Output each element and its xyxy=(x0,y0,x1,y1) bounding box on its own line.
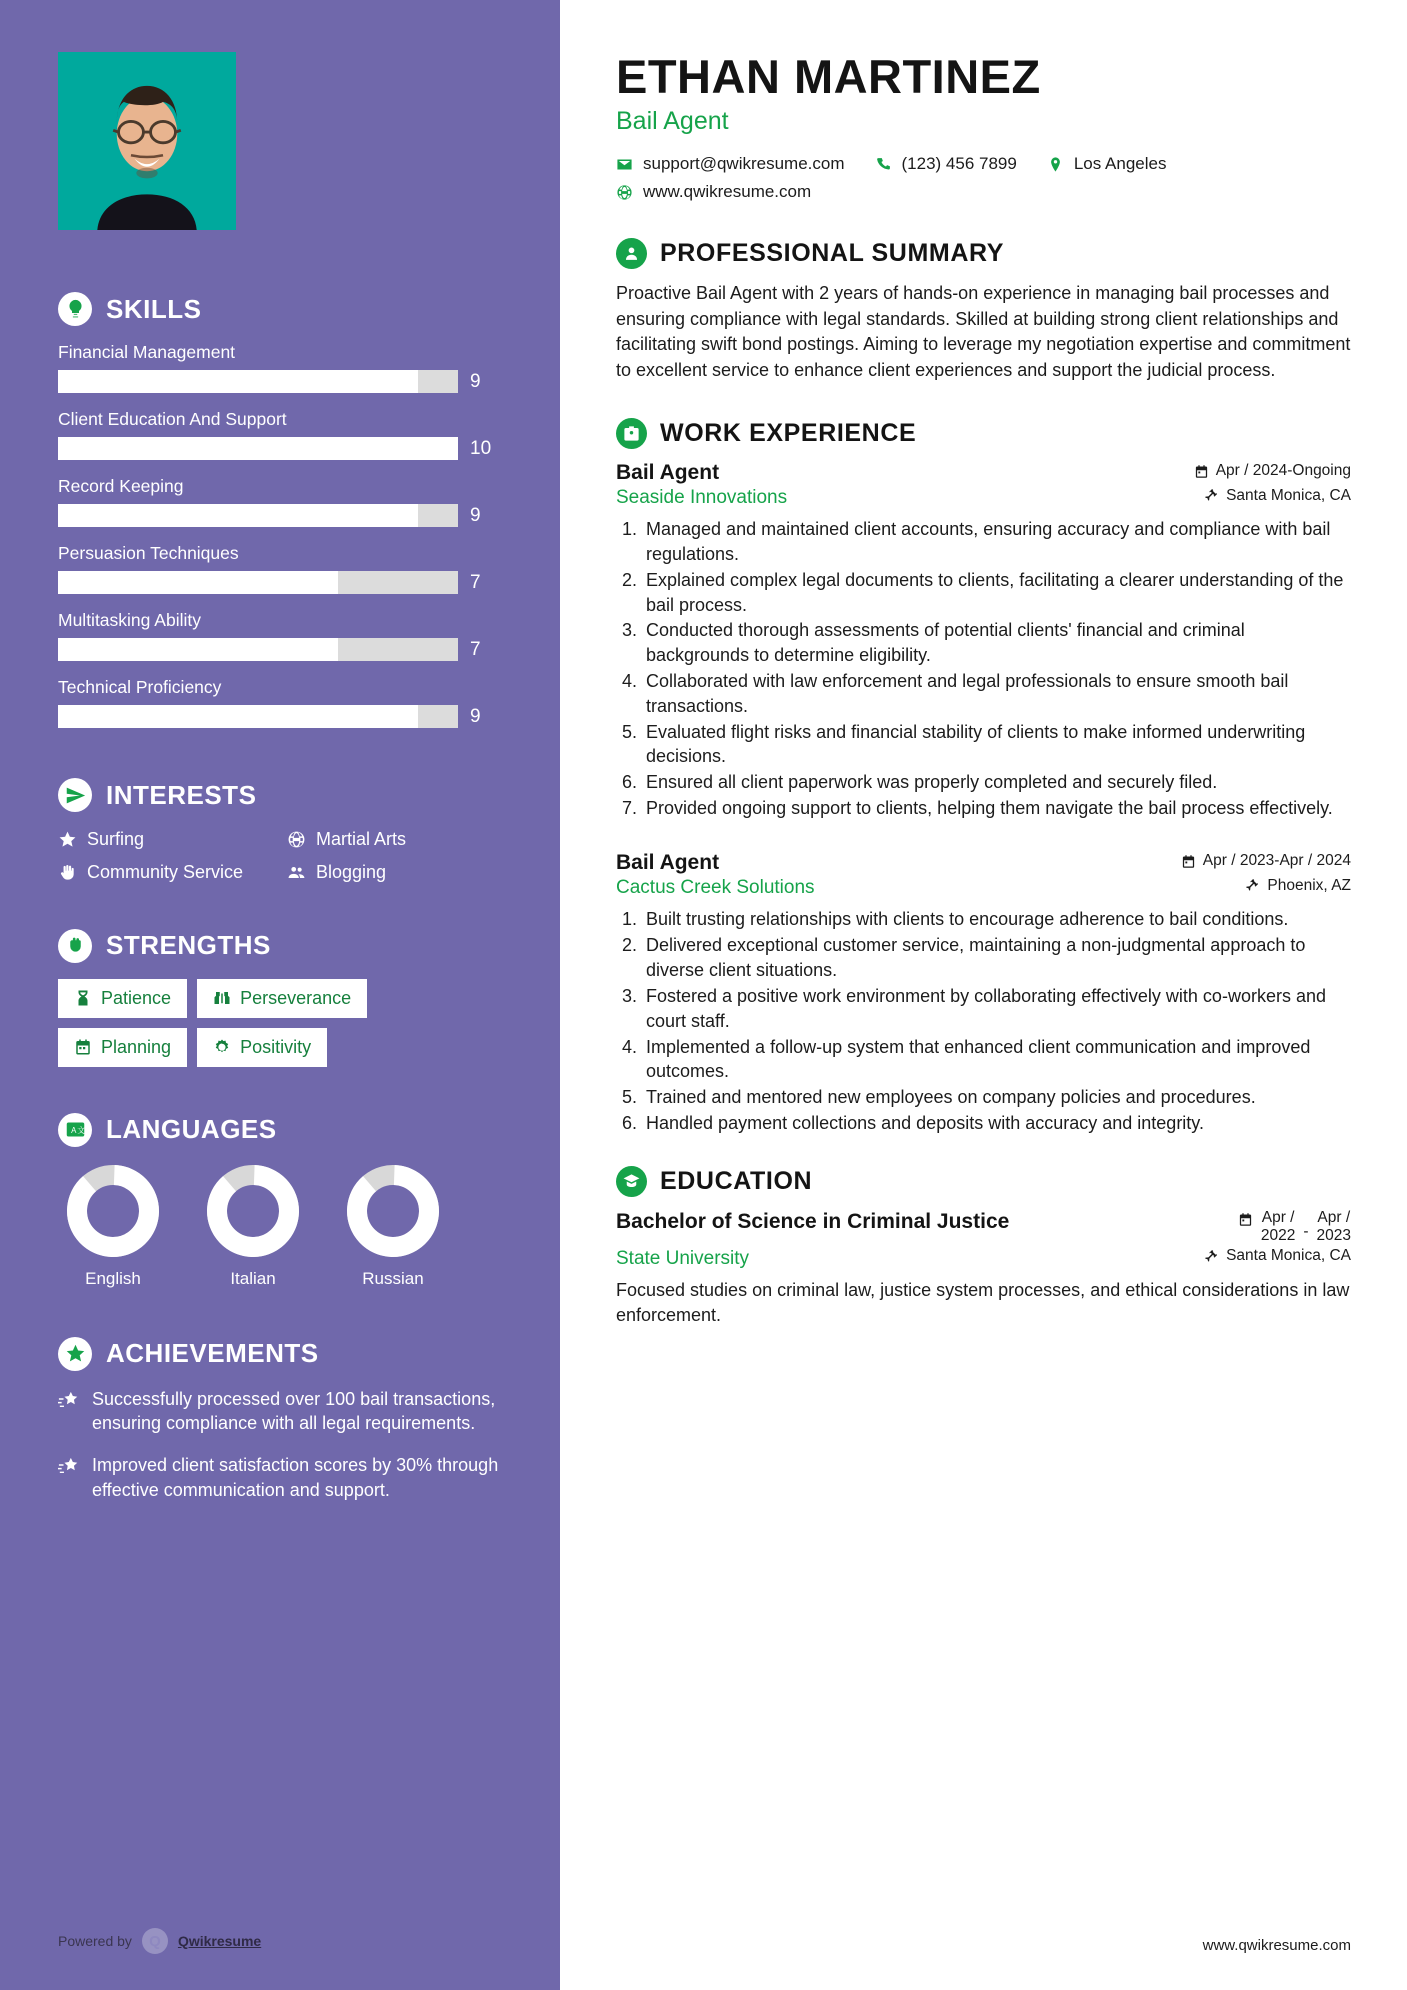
star-icon xyxy=(58,830,77,849)
work-dates xyxy=(1181,852,1351,870)
contact-text: support@qwikresume.com xyxy=(643,154,845,174)
skill-fill xyxy=(58,437,458,460)
skill-fill xyxy=(58,504,418,527)
fist-icon xyxy=(58,929,92,963)
work-experience-title: WORK EXPERIENCE xyxy=(660,418,917,447)
professional-summary-text: Proactive Bail Agent with 2 years of hands-on experience in managing bail processes and ensuring compliance with legal standards. Skilled at building strong client relationships and facilitating swift bond postings. Aiming to leverage my negotiation expertise and commitment to excellent service to enhance client experiences and support the judicial process. xyxy=(616,283,1351,380)
globe-icon xyxy=(616,184,633,201)
skill-bar-row xyxy=(58,705,502,728)
education-date-start: Apr / 2022 xyxy=(1260,1208,1296,1245)
achievement-text: Improved client satisfaction scores by 30% through effective communication and support. xyxy=(92,1455,499,1500)
skill-bar-row xyxy=(58,504,502,527)
professional-summary-section xyxy=(616,238,1351,383)
strength-label: Planning xyxy=(101,1036,172,1057)
skill-label: Financial Management xyxy=(58,342,236,362)
interest-label: Surfing xyxy=(87,829,145,849)
professional-summary-header xyxy=(616,238,1351,269)
education-school: State University xyxy=(616,1247,750,1269)
language-item xyxy=(338,1163,448,1289)
work-bullets xyxy=(642,517,1351,821)
work-location xyxy=(1245,877,1351,895)
calendar-icon xyxy=(74,1038,92,1056)
calendar-small-icon xyxy=(1194,464,1209,479)
work-entry-sub xyxy=(616,877,1351,900)
skill-item xyxy=(58,342,502,393)
work-bullet: 1. Managed and maintained client accounts, ensuring accuracy and compliance with bail regulations. xyxy=(642,517,1351,567)
skill-item xyxy=(58,476,502,527)
language-label: English xyxy=(85,1268,141,1288)
skill-bar-row xyxy=(58,571,502,594)
education-entry-head xyxy=(616,1209,1351,1246)
globe-icon xyxy=(287,830,306,849)
calendar-small-icon xyxy=(1238,1212,1253,1227)
interests-list xyxy=(58,828,502,885)
contact-row-primary xyxy=(616,154,1351,174)
interest-item xyxy=(287,828,502,851)
work-dates-text: Apr / 2023-Apr / 2024 xyxy=(1202,852,1351,870)
skill-label: Technical Proficiency xyxy=(58,677,222,697)
skill-value: 7 xyxy=(470,571,481,593)
sun-icon xyxy=(213,1038,231,1056)
skill-bar-row xyxy=(58,437,502,460)
work-entry-head xyxy=(616,851,1351,875)
skill-fill xyxy=(58,370,418,393)
skills-header xyxy=(58,292,502,326)
achievements-title: ACHIEVEMENTS xyxy=(106,1338,319,1369)
languages-section xyxy=(58,1113,502,1289)
skill-item xyxy=(58,610,502,661)
skill-value: 9 xyxy=(470,705,481,727)
work-job-title: Bail Agent xyxy=(616,850,720,874)
svg-text:文: 文 xyxy=(76,1126,85,1136)
skill-fill xyxy=(58,638,338,661)
skill-value: 9 xyxy=(470,370,481,392)
interest-item xyxy=(58,828,273,851)
education-location xyxy=(1204,1247,1351,1265)
location-pin-icon xyxy=(1047,156,1064,173)
skill-label: Persuasion Techniques xyxy=(58,543,239,563)
contact-envelope[interactable] xyxy=(616,154,845,174)
work-location xyxy=(1204,487,1351,505)
interests-header xyxy=(58,778,502,812)
phone-icon xyxy=(875,156,892,173)
briefcase-person-icon xyxy=(616,418,647,449)
work-entry-sub xyxy=(616,487,1351,510)
work-bullet: 6. Handled payment collections and deposits with accuracy and integrity. xyxy=(642,1111,1351,1136)
work-entry-head xyxy=(616,461,1351,485)
contact-row-secondary xyxy=(616,182,1351,202)
skill-track xyxy=(58,571,458,594)
work-bullet: 2. Delivered exceptional customer service, maintaining a non-judgmental approach to diverse client situations. xyxy=(642,933,1351,983)
envelope-icon xyxy=(616,156,633,173)
paper-plane-icon xyxy=(58,778,92,812)
skills-title: SKILLS xyxy=(106,293,202,324)
skill-item xyxy=(58,543,502,594)
skill-track xyxy=(58,370,458,393)
work-bullet: 2. Explained complex legal documents to clients, facilitating a clearer understanding of the bail process. xyxy=(642,568,1351,618)
hand-icon xyxy=(58,863,77,882)
pin-icon xyxy=(1204,488,1219,503)
skill-track xyxy=(58,437,458,460)
education-section xyxy=(616,1166,1351,1328)
work-bullet: 4. Collaborated with law enforcement and legal professionals to ensure smooth bail transactions. xyxy=(642,669,1351,719)
education-title: EDUCATION xyxy=(660,1166,813,1195)
work-bullet: 3. Conducted thorough assessments of potential clients' financial and criminal backgrounds to determine eligibility. xyxy=(642,618,1351,668)
education-date-end: Apr / 2023 xyxy=(1316,1208,1351,1245)
strengths-header xyxy=(58,929,502,963)
education-location-text: Santa Monica, CA xyxy=(1226,1247,1351,1265)
education-date-separator: - xyxy=(1303,1222,1309,1240)
footer-website: www.qwikresume.com xyxy=(1202,1937,1351,1954)
contact-globe[interactable] xyxy=(616,182,811,202)
language-label: Russian xyxy=(362,1268,424,1288)
pin-icon xyxy=(1245,878,1260,893)
translate-icon xyxy=(58,1113,92,1147)
users-icon xyxy=(287,863,306,882)
shooting-star-icon xyxy=(58,1390,80,1412)
work-entry xyxy=(616,851,1351,1136)
svg-text:A: A xyxy=(70,1126,76,1136)
interest-label: Blogging xyxy=(316,862,387,883)
language-donut xyxy=(65,1163,161,1259)
skill-bar-row xyxy=(58,370,502,393)
interests-section xyxy=(58,778,502,885)
main-column xyxy=(560,0,1407,1990)
hourglass-icon xyxy=(74,989,92,1007)
skill-label: Record Keeping xyxy=(58,476,184,496)
skill-fill xyxy=(58,571,338,594)
work-bullet: 7. Provided ongoing support to clients, helping them navigate the bail process effectively. xyxy=(642,796,1351,821)
skill-value: 10 xyxy=(470,437,492,459)
work-company: Cactus Creek Solutions xyxy=(616,877,815,899)
achievements-list xyxy=(58,1387,502,1502)
candidate-role: Bail Agent xyxy=(616,107,729,136)
languages-list xyxy=(58,1163,502,1289)
shooting-star-icon xyxy=(58,1456,80,1478)
strength-chip xyxy=(58,979,187,1018)
powered-by xyxy=(58,1928,261,1954)
interest-item xyxy=(287,861,502,884)
education-entry-sub xyxy=(616,1247,1351,1270)
interests-title: INTERESTS xyxy=(106,779,257,810)
work-company: Seaside Innovations xyxy=(616,487,788,509)
strengths-section xyxy=(58,929,502,1067)
strength-chip xyxy=(197,1028,327,1067)
qwikresume-logo-icon: Q xyxy=(142,1928,168,1954)
work-job-title: Bail Agent xyxy=(616,460,720,484)
contact-phone[interactable] xyxy=(875,154,1017,174)
work-bullets xyxy=(642,907,1351,1135)
skill-label: Multitasking Ability xyxy=(58,610,201,630)
work-bullet: 4. Implemented a follow-up system that enhanced client communication and improved outcomes. xyxy=(642,1035,1351,1085)
education-degree: Bachelor of Science in Criminal Justice xyxy=(616,1209,1010,1233)
skill-track xyxy=(58,638,458,661)
work-location-text: Santa Monica, CA xyxy=(1226,486,1351,504)
achievement-text: Successfully processed over 100 bail transactions, ensuring compliance with all legal requirements. xyxy=(92,1388,496,1434)
candidate-name: ETHAN MARTINEZ xyxy=(616,50,1041,103)
interest-label: Martial Arts xyxy=(316,829,407,849)
work-bullet: 1. Built trusting relationships with clients to encourage adherence to bail conditions. xyxy=(642,907,1351,932)
work-entry xyxy=(616,461,1351,821)
skill-track xyxy=(58,504,458,527)
work-bullet: 5. Evaluated flight risks and financial stability of clients to make informed underwriting decisions. xyxy=(642,720,1351,770)
skill-label: Client Education And Support xyxy=(58,409,287,429)
interest-label: Community Service xyxy=(87,862,244,883)
person-icon xyxy=(616,238,647,269)
pin-icon xyxy=(1204,1249,1219,1264)
education-entries xyxy=(616,1209,1351,1328)
interest-item xyxy=(58,861,273,884)
work-dates xyxy=(1194,462,1351,480)
strengths-title: STRENGTHS xyxy=(106,930,271,961)
strength-chip xyxy=(58,1028,187,1067)
powered-by-label: Powered by xyxy=(58,1933,132,1949)
language-item xyxy=(198,1163,308,1289)
work-entries xyxy=(616,461,1351,1136)
skill-item xyxy=(58,409,502,460)
graduation-person-icon xyxy=(616,1166,647,1197)
work-bullet: 6. Ensured all client paperwork was properly completed and securely filed. xyxy=(642,770,1351,795)
education-header xyxy=(616,1166,1351,1197)
skill-value: 9 xyxy=(470,504,481,526)
professional-summary-title: PROFESSIONAL SUMMARY xyxy=(660,239,1004,268)
language-donut xyxy=(345,1163,441,1259)
language-item xyxy=(58,1163,168,1289)
strength-chip xyxy=(197,979,367,1018)
skills-list xyxy=(58,342,502,728)
star-badge-icon xyxy=(58,1337,92,1371)
work-bullet: 3. Fostered a positive work environment by collaborating effectively with co-workers and court staff. xyxy=(642,984,1351,1034)
skill-item xyxy=(58,677,502,728)
contact-text: (123) 456 7899 xyxy=(901,154,1017,174)
lightbulb-icon xyxy=(58,292,92,326)
skill-value: 7 xyxy=(470,638,481,660)
skills-section xyxy=(58,292,502,728)
work-experience-section xyxy=(616,418,1351,1136)
contact-location-pin[interactable] xyxy=(1047,154,1167,174)
contact-info xyxy=(616,154,1351,202)
work-bullet: 5. Trained and mentored new employees on company policies and procedures. xyxy=(642,1085,1351,1110)
binoculars-icon xyxy=(213,989,231,1007)
language-donut xyxy=(205,1163,301,1259)
work-location-text: Phoenix, AZ xyxy=(1267,876,1351,894)
contact-text: Los Angeles xyxy=(1073,154,1167,174)
work-experience-header xyxy=(616,418,1351,449)
skill-track xyxy=(58,705,458,728)
achievements-section xyxy=(58,1337,502,1502)
skill-bar-row xyxy=(58,638,502,661)
achievements-header xyxy=(58,1337,502,1371)
strength-label: Positivity xyxy=(240,1036,312,1057)
sidebar xyxy=(0,0,560,1990)
qwikresume-link[interactable]: Qwikresume xyxy=(177,1933,262,1949)
education-description: Focused studies on criminal law, justice system processes, and ethical considerations in law enforcement. xyxy=(616,1279,1350,1326)
language-label: Italian xyxy=(230,1268,276,1288)
skill-fill xyxy=(58,705,418,728)
contact-text: www.qwikresume.com xyxy=(643,182,812,202)
work-dates-text: Apr / 2024-Ongoing xyxy=(1215,462,1351,480)
languages-header xyxy=(58,1113,502,1147)
strengths-list xyxy=(58,979,458,1067)
education-entry xyxy=(616,1209,1351,1328)
strength-label: Perseverance xyxy=(240,987,352,1008)
languages-title: LANGUAGES xyxy=(106,1114,277,1145)
education-dates xyxy=(1238,1209,1351,1246)
achievement-item xyxy=(58,1453,502,1502)
profile-photo xyxy=(58,52,236,230)
achievement-item xyxy=(58,1387,502,1436)
calendar-small-icon xyxy=(1181,854,1196,869)
strength-label: Patience xyxy=(101,987,172,1008)
